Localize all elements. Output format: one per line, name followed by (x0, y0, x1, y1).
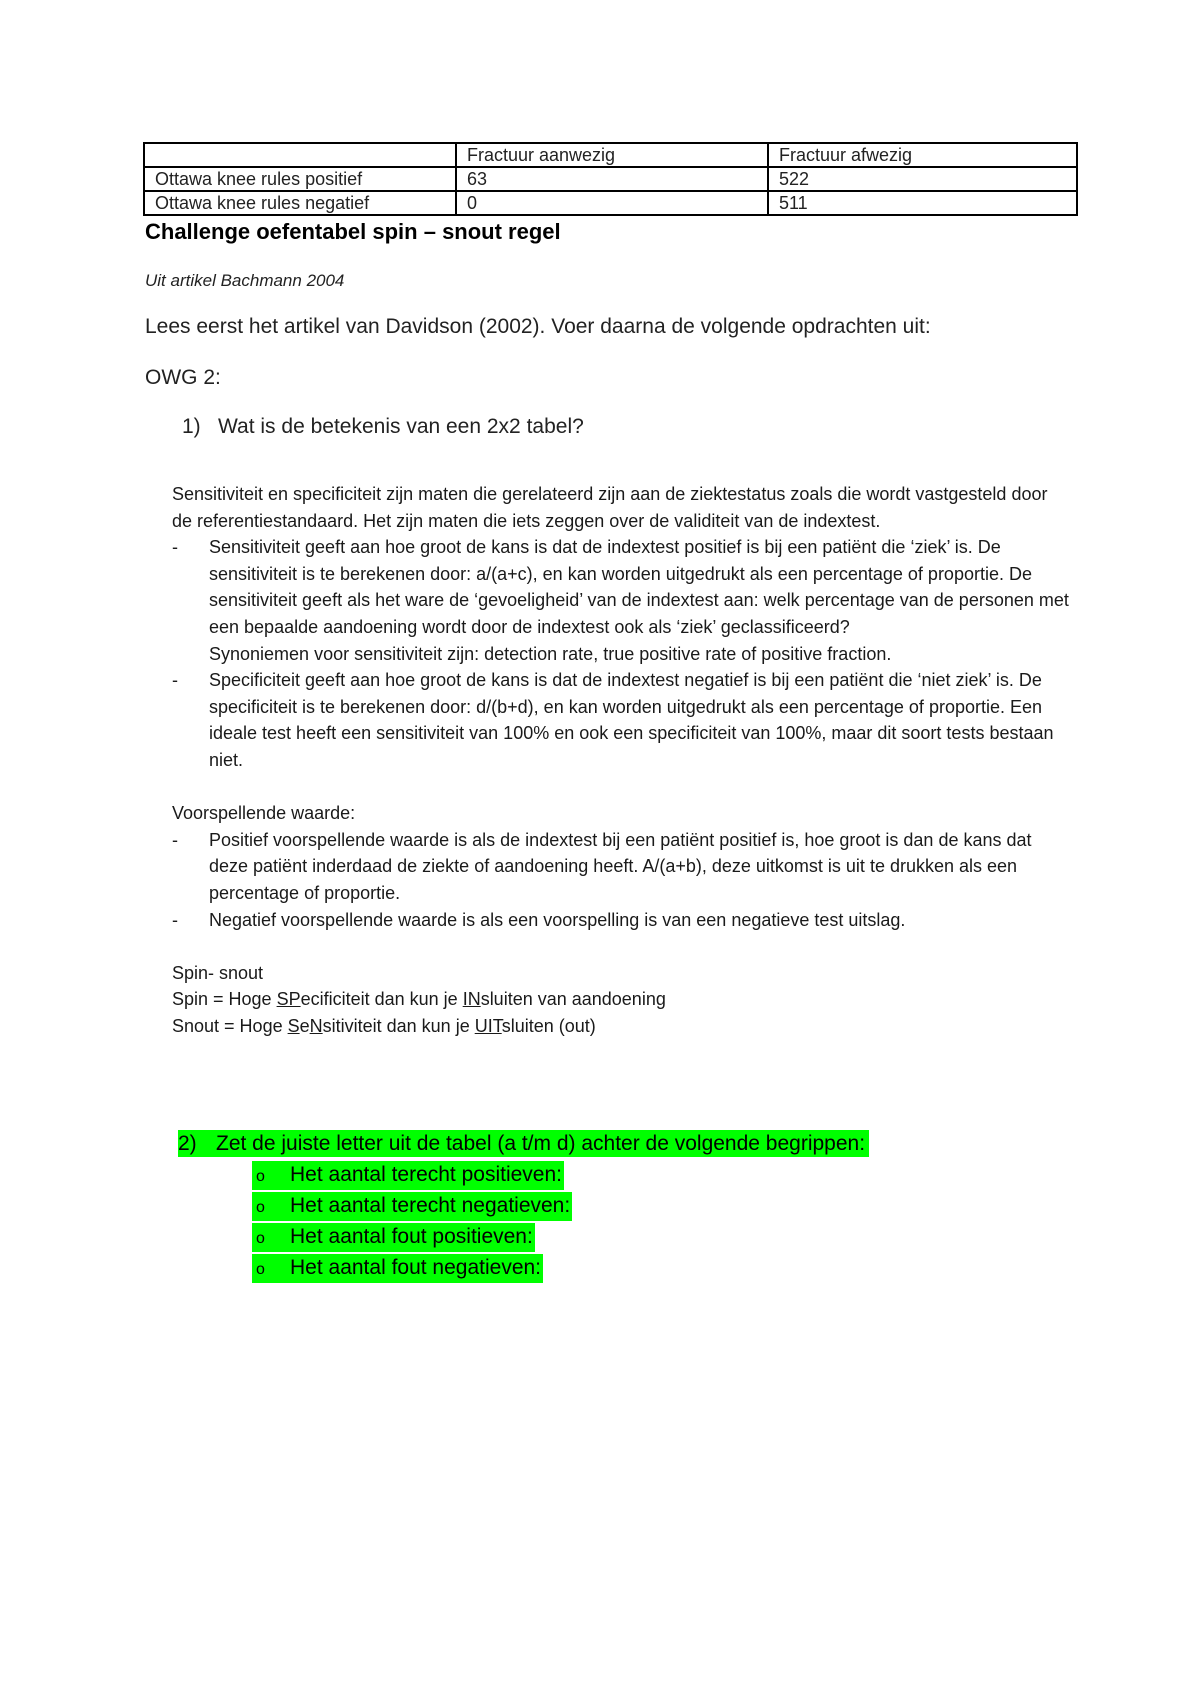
question-2 (178, 1130, 869, 1157)
table-cell: 0 (456, 191, 768, 215)
bullet-text: Negatief voorspellende waarde is als een voorspelling is van een negatieve test uitslag. (209, 909, 906, 930)
item-text: Het aantal terecht positieven: (290, 1163, 562, 1186)
list-item (252, 1223, 535, 1252)
question-number: 1) (182, 415, 201, 438)
spin-line: Spin = Hoge SPecificiteit dan kun je INsluiten van aandoening (172, 989, 666, 1010)
circle-bullet: o (256, 1261, 265, 1278)
dash-bullet: - (172, 670, 178, 691)
source-note: Uit artikel Bachmann 2004 (145, 271, 345, 290)
page-title: Challenge oefentabel spin – snout regel (145, 219, 561, 244)
list-item (172, 827, 1072, 907)
bullet-text: Sensitiviteit geeft aan hoe groot de kans is dat de indextest positief is bij een patiënt die ‘ziek’ is. De sensitiviteit is te berekenen door: a/(a+c), en kan worden uitgedrukt als een percentage of proportie. De sensitiviteit geeft als het ware de ‘gevoeligheid’ van de indextest aan: welk percentage van de personen met een bepaalde aandoening wordt door de indextest ook als ‘ziek’ geclassificeerd? (209, 537, 1069, 637)
list-item (252, 1192, 572, 1221)
table-cell: 511 (768, 191, 1077, 215)
bullet-text: Specificiteit geeft aan hoe groot de kans is dat de indextest negatief is bij een patiënt die ‘niet ziek’ is. De specificiteit is te berekenen door: d/(b+d), en kan worden uitgedrukt als een percentage of proportie. Een ideale test heeft een sensitiviteit van 100% en ook een specificiteit van 100%, maar dit soort tests bestaan niet. (209, 670, 1054, 770)
list-item (172, 907, 1072, 934)
owg-heading: OWG 2: (145, 366, 221, 389)
list-item (172, 667, 1072, 773)
dash-bullet: - (172, 909, 178, 930)
question-number: 2) (178, 1132, 197, 1155)
pv-heading: Voorspellende waarde: (172, 803, 356, 824)
bullet-extra: Synoniemen voor sensitiviteit zijn: detection rate, true positive rate of positive fraction. (209, 643, 892, 664)
snout-line: Snout = Hoge SeNsitiviteit dan kun je UITsluiten (out) (172, 1015, 596, 1036)
circle-bullet: o (256, 1168, 265, 1185)
table-header-row (144, 143, 1077, 167)
item-text: Het aantal terecht negatieven: (290, 1194, 571, 1217)
answer-block (172, 481, 1072, 1039)
dash-bullet: - (172, 537, 178, 558)
circle-bullet: o (256, 1199, 265, 1216)
fracture-table (143, 142, 1078, 216)
bullet-text: Positief voorspellende waarde is als de indextest bij een patiënt positief is, hoe groot is dan de kans dat deze patiënt inderdaad de ziekte of aandoening heeft. A/(a+b), deze uitkomst is uit te drukken als een percentage of proportie. (209, 829, 1032, 903)
list-item (172, 534, 1072, 667)
question-text: Zet de juiste letter uit de tabel (a t/m d) achter de volgende begrippen: (216, 1132, 866, 1155)
table-cell: Ottawa knee rules positief (144, 167, 456, 191)
spin-heading: Spin- snout (172, 962, 264, 983)
item-text: Het aantal fout positieven: (290, 1225, 533, 1248)
table-row (144, 191, 1077, 215)
table-cell: 522 (768, 167, 1077, 191)
list-item (252, 1254, 543, 1283)
list-item (252, 1161, 564, 1190)
table-cell: 63 (456, 167, 768, 191)
item-text: Het aantal fout negatieven: (290, 1256, 542, 1279)
intro-text: Lees eerst het artikel van Davidson (2002). Voer daarna de volgende opdrachten uit: (145, 315, 931, 338)
question-text: Wat is de betekenis van een 2x2 tabel? (218, 415, 584, 438)
question-1 (182, 413, 584, 441)
answer-paragraph: Sensitiviteit en specificiteit zijn maten die gerelateerd zijn aan de ziektestatus zoals die wordt vastgesteld door de referentiestandaard. Het zijn maten die iets zeggen over de validiteit van de indextest. (172, 484, 1048, 531)
circle-bullet: o (256, 1230, 265, 1247)
table-cell: Fractuur afwezig (768, 143, 1077, 167)
table-cell: Ottawa knee rules negatief (144, 191, 456, 215)
table-cell: Fractuur aanwezig (456, 143, 768, 167)
dash-bullet: - (172, 829, 178, 850)
table-cell (144, 143, 456, 167)
table-row (144, 167, 1077, 191)
